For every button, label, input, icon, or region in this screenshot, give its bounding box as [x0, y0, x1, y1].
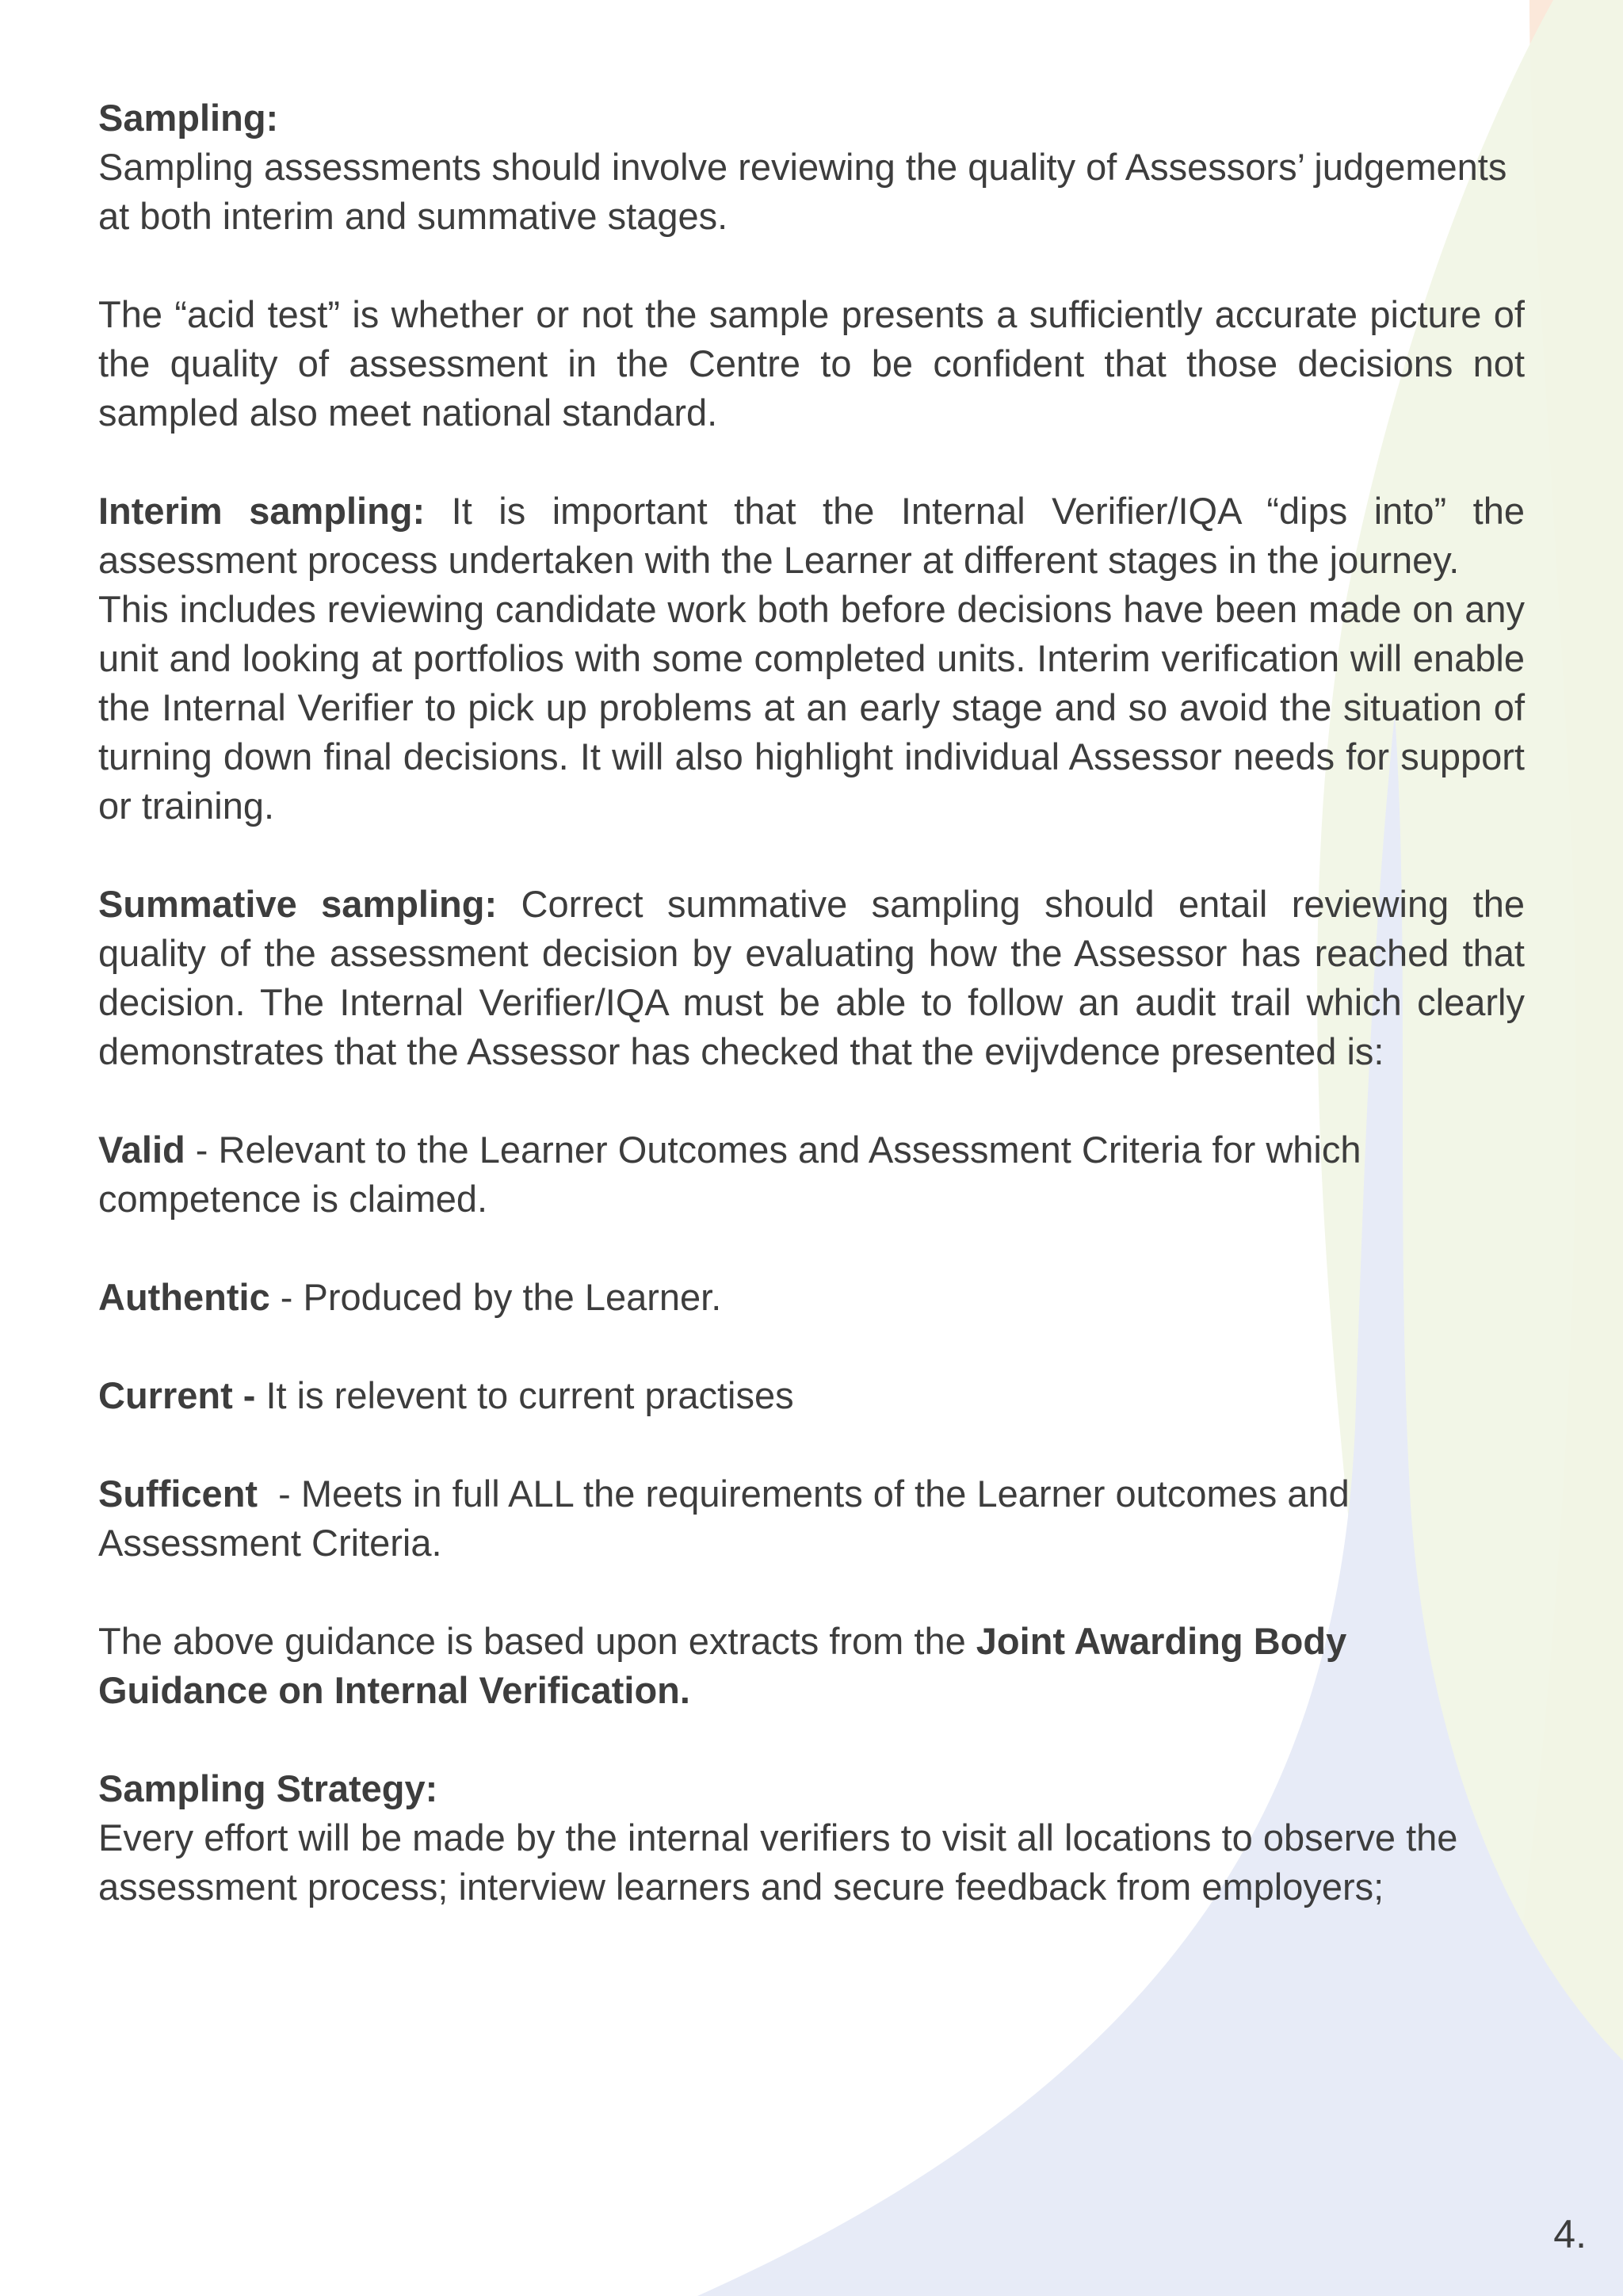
guidance-section [98, 1617, 1398, 1715]
criteria-term: Valid [98, 1129, 185, 1171]
criteria-current-paragraph [98, 1371, 1525, 1420]
criteria-authentic [98, 1273, 1525, 1322]
criteria-valid-paragraph [98, 1125, 1398, 1224]
interim-paragraph [98, 487, 1525, 585]
document-body [98, 94, 1525, 1961]
white-bottom-curve [0, 2061, 697, 2296]
sampling-section [98, 94, 1525, 241]
guidance-text: The above guidance is based upon extracts from the [98, 1620, 976, 1662]
criteria-sufficent [98, 1469, 1398, 1568]
sampling-strategy-heading: Sampling Strategy: [98, 1767, 438, 1809]
interim-text-1: It is important that the Internal Verifier/IQA “dips into” the assessment process undertaken with the Learner at different stages in the journey. [98, 490, 1525, 581]
sampling-heading: Sampling: [98, 97, 279, 139]
guidance-paragraph [98, 1617, 1398, 1715]
interim-label: Interim sampling: [98, 490, 426, 532]
acid-test-section [98, 290, 1525, 437]
criteria-authentic-paragraph [98, 1273, 1525, 1322]
guidance-source: Joint Awarding Body Guidance on Internal Verification. [98, 1620, 1347, 1711]
criteria-sufficent-paragraph [98, 1469, 1398, 1568]
criteria-term: Authentic [98, 1276, 270, 1318]
criteria-term: Current - [98, 1374, 266, 1416]
criteria-term: Sufficent [98, 1473, 258, 1515]
sampling-strategy-section [98, 1764, 1525, 1912]
criteria-desc: It is relevent to current practises [265, 1374, 794, 1416]
sampling-strategy-text: Every effort will be made by the internal verifiers to visit all locations to observe the assessment process; interview learners and secure feedback from employers; [98, 1817, 1458, 1908]
summative-sampling-section [98, 880, 1525, 1076]
criteria-current [98, 1371, 1525, 1420]
summative-text: Correct summative sampling should entail reviewing the quality of the assessment decision by evaluating how the Assessor has reached that decision. The Internal Verifier/IQA must be able to follow an audit trail which clearly demonstrates that the Assessor has checked that the evijvdence presented is: [98, 883, 1525, 1072]
interim-text-2: This includes reviewing candidate work both before decisions have been made on any unit and looking at portfolios with some completed units. Interim verification will enable the Internal Verifier to pick up problems at an early stage and so avoid the situation of turning down final decisions. It will also highlight individual Assessor needs for support or training. [98, 588, 1525, 827]
sampling-text: Sampling assessments should involve reviewing the quality of Assessors’ judgements at both interim and summative stages. [98, 146, 1507, 237]
summative-label: Summative sampling: [98, 883, 498, 925]
interim-sampling-section [98, 487, 1525, 831]
page-number: 4. [1553, 2212, 1587, 2256]
criteria-desc: - Meets in full ALL the requirements of the Learner outcomes and Assessment Criteria. [98, 1473, 1358, 1564]
criteria-desc: - Relevant to the Learner Outcomes and Assessment Criteria for which competence is claimed. [98, 1129, 1361, 1220]
criteria-desc: - Produced by the Learner. [269, 1276, 722, 1318]
acid-test-text: The “acid test” is whether or not the sample presents a sufficiently accurate picture of the quality of assessment in the Centre to be confident that those decisions not sampled also meet national standard. [98, 293, 1525, 434]
summative-paragraph [98, 880, 1525, 1076]
criteria-valid [98, 1125, 1398, 1224]
